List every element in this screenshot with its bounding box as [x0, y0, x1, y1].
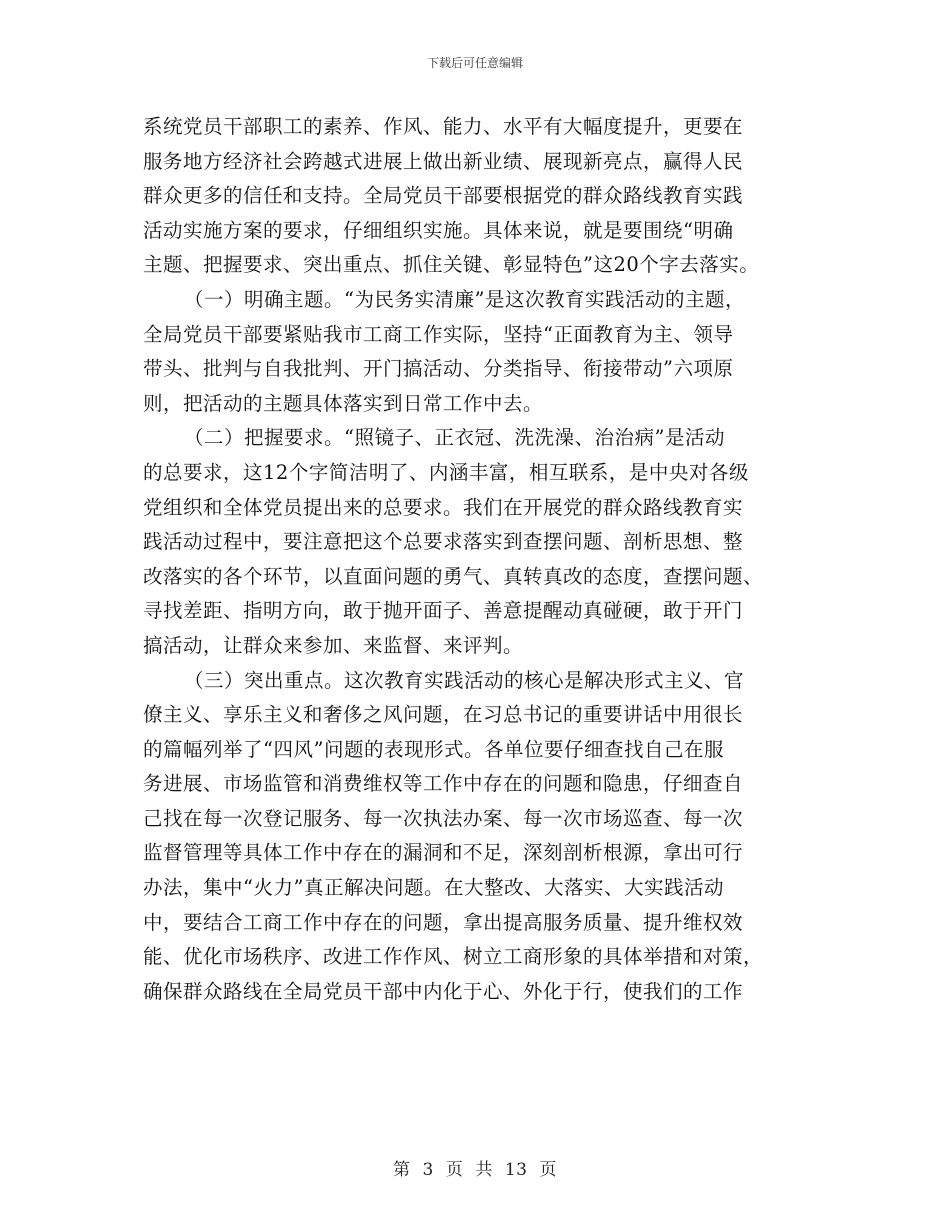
page-label-suffix: 页	[539, 1160, 557, 1180]
body-line: 全局党员干部要紧贴我市工商工作实际，坚持“正面教育为主、领导	[143, 322, 734, 346]
body-line: 党组织和全体党员提出来的总要求。我们在开展党的群众路线教育实	[143, 495, 744, 519]
body-line: 活动实施方案的要求，仔细组织实施。具体来说，就是要围绕“明确	[143, 218, 734, 242]
body-line: 寻找差距、指明方向，敢于抛开面子、善意提醒动真碰硬，敢于开门	[143, 599, 744, 623]
body-line: 主题、把握要求、突出重点、抓住关键、彰显特色”这20个字去落实。	[143, 253, 760, 277]
body-line: 服务地方经济社会跨越式进展上做出新业绩、展现新亮点，赢得人民	[143, 149, 744, 173]
page-label-prefix: 第	[393, 1160, 411, 1180]
body-line: 办法，集中“火力”真正解决问题。在大整改、大落实、大实践活动	[143, 876, 724, 900]
body-line: 中，要结合工商工作中存在的问题，拿出提高服务质量、提升维权效	[143, 910, 744, 934]
body-line: 务进展、市场监管和消费维权等工作中存在的问题和隐患，仔细查自	[143, 772, 744, 796]
paragraph-1-heading-line: （一）明确主题。“为民务实清廉”是这次教育实践活动的主题，	[184, 287, 745, 311]
page-total: 13	[504, 1160, 528, 1180]
body-line: 搞活动，让群众来参加、来监督、来评判。	[143, 633, 524, 657]
body-line: 践活动过程中，要注意把这个总要求落实到查摆问题、剖析思想、整	[143, 530, 744, 554]
body-line: 的篇幅列举了“四风”问题的表现形式。各单位要仔细查找自己在服	[143, 737, 724, 761]
body-line: 带头、批判与自我批判、开门搞活动、分类指导、衔接带动”六项原	[143, 357, 734, 381]
header-edit-note: 下载后可任意编辑	[426, 56, 523, 70]
page-label-mid-1: 页	[445, 1160, 464, 1180]
body-line: 则，把活动的主题具体落实到日常工作中去。	[143, 391, 544, 415]
body-line: 群众更多的信任和支持。全局党员干部要根据党的群众路线教育实践	[143, 184, 744, 208]
body-line: 改落实的各个环节，以直面问题的勇气、真转真改的态度，查摆问题、	[143, 564, 764, 588]
body-line: 的总要求，这12个字简洁明了、内涵丰富，相互联系，是中央对各级	[143, 460, 749, 484]
page-current: 3	[422, 1160, 434, 1180]
document-body	[143, 110, 823, 1009]
body-line: 己找在每一次登记服务、每一次执法办案、每一次市场巡查、每一次	[143, 806, 744, 830]
paragraph-2-heading-line: （二）把握要求。“照镜子、正衣冠、洗洗澡、治治病”是活动	[184, 426, 725, 450]
body-line: 能、优化市场秩序、改进工作作风、树立工商形象的具体举措和对策，	[143, 945, 764, 969]
body-line: 确保群众路线在全局党员干部中内化于心、外化于行，使我们的工作	[143, 979, 744, 1003]
paragraph-3-heading-line: （三）突出重点。这次教育实践活动的核心是解决形式主义、官	[184, 668, 745, 692]
body-line: 僚主义、享乐主义和奢侈之风问题，在习总书记的重要讲话中用很长	[143, 703, 744, 727]
page-number-footer	[0, 1155, 950, 1180]
body-line: 系统党员干部职工的素养、作风、能力、水平有大幅度提升，更要在	[143, 115, 744, 138]
page-label-mid-2: 共	[475, 1160, 493, 1180]
body-line: 监督管理等具体工作中存在的漏洞和不足，深刻剖析根源，拿出可行	[143, 841, 744, 865]
